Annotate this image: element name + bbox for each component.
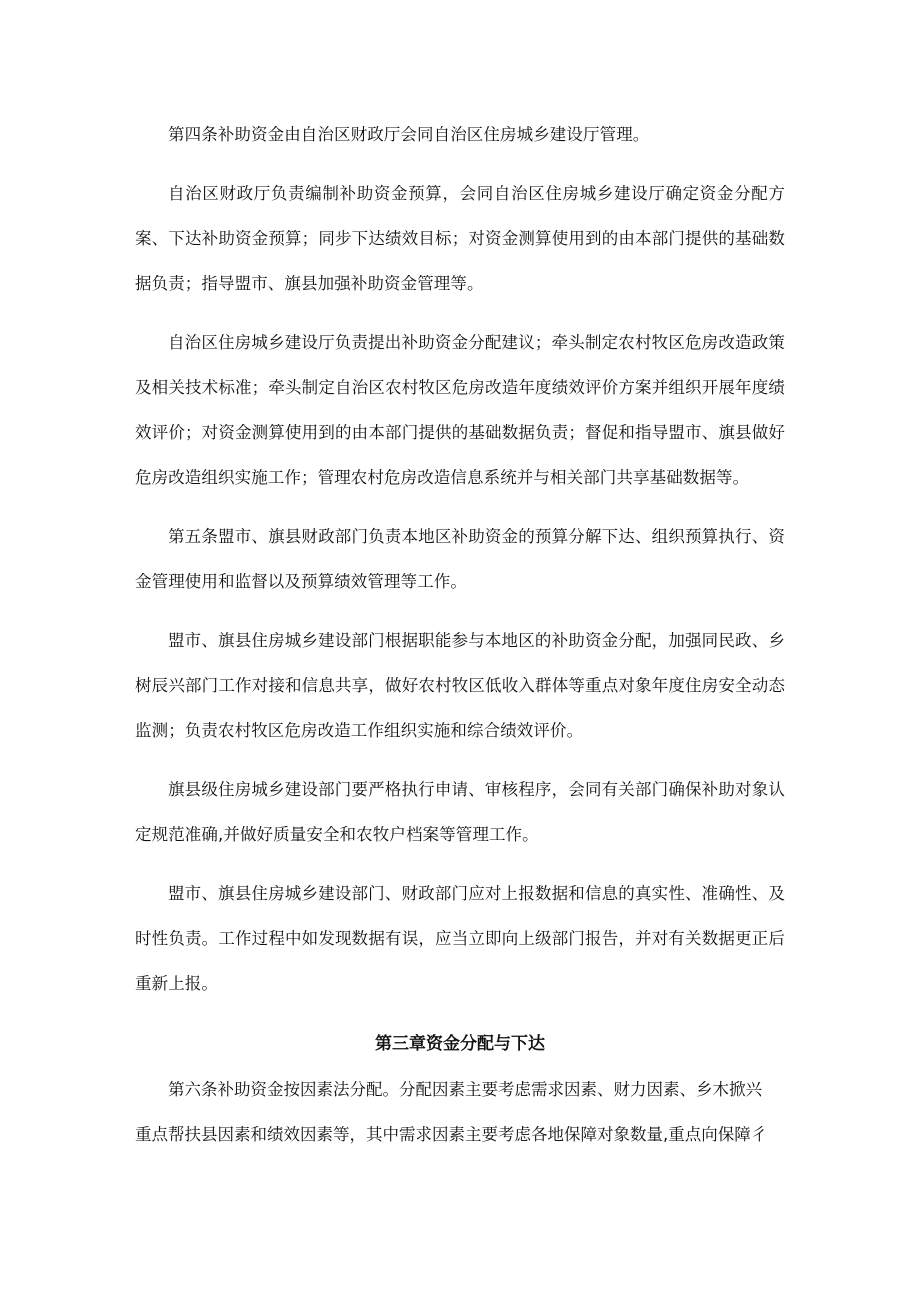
paragraph-article-6 — [135, 1067, 785, 1157]
article-6-line-1: 第六条补助资金按因素法分配。分配因素主要考虑需求因素、财力因素、乡木掀兴 — [168, 1080, 762, 1099]
chapter-title: 第三章资金分配与下达 — [375, 1034, 545, 1054]
paragraph-data-responsibility: 盟市、旗县住房城乡建设部门、财政部门应对上报数据和信息的真实性、准确性、及时性负责。工作过程中如发现数据有误，应当立即向上级部门报告，并对有关数据更正后重新上报。 — [135, 884, 785, 993]
document-body — [135, 112, 785, 1171]
article-6-line-2: 重点帮扶县因素和绩效因素等，其中需求因素主要考虑各地保障对象数量,重点向保障彳 — [135, 1125, 768, 1144]
paragraph-league-housing-duties: 盟市、旗县住房城乡建设部门根据职能参与本地区的补助资金分配，加强同民政、乡树辰兴部门工作对接和信息共享，做好农村牧区低收入群体等重点对象年度住房安全动态监测；负责农村牧区危房改造工作组织实施和综合绩效评价。 — [135, 631, 785, 740]
paragraph-article-5: 第五条盟市、旗县财政部门负责本地区补助资金的预算分解下达、组织预算执行、资金管理使用和监督以及预算绩效管理等工作。 — [135, 527, 785, 591]
paragraph-article-4: 第四条补助资金由自治区财政厅会同自治区住房城乡建设厅管理。 — [168, 125, 650, 144]
paragraph-finance-dept-duties: 自治区财政厅负责编制补助资金预算，会同自治区住房城乡建设厅确定资金分配方案、下达补助资金预算；同步下达绩效目标；对资金测算使用到的由本部门提供的基础数据负责；指导盟市、旗县加强补助资金管理等。 — [135, 184, 785, 293]
paragraph-housing-dept-duties: 自治区住房城乡建设厅负责提出补助资金分配建议；牵头制定农村牧区危房改造政策及相关技术标准；牵头制定自治区农村牧区危房改造年度绩效评价方案并组织开展年度绩效评价；对资金测算使用到的由本部门提供的基础数据负责；督促和指导盟市、旗县做好危房改造组织实施工作；管理农村危房改造信息系统并与相关部门共享基础数据等。 — [135, 333, 785, 487]
paragraph-county-housing-duties: 旗县级住房城乡建设部门要严格执行申请、审核程序，会同有关部门确保补助对象认定规范准确,并做好质量安全和农牧户档案等管理工作。 — [135, 780, 785, 844]
